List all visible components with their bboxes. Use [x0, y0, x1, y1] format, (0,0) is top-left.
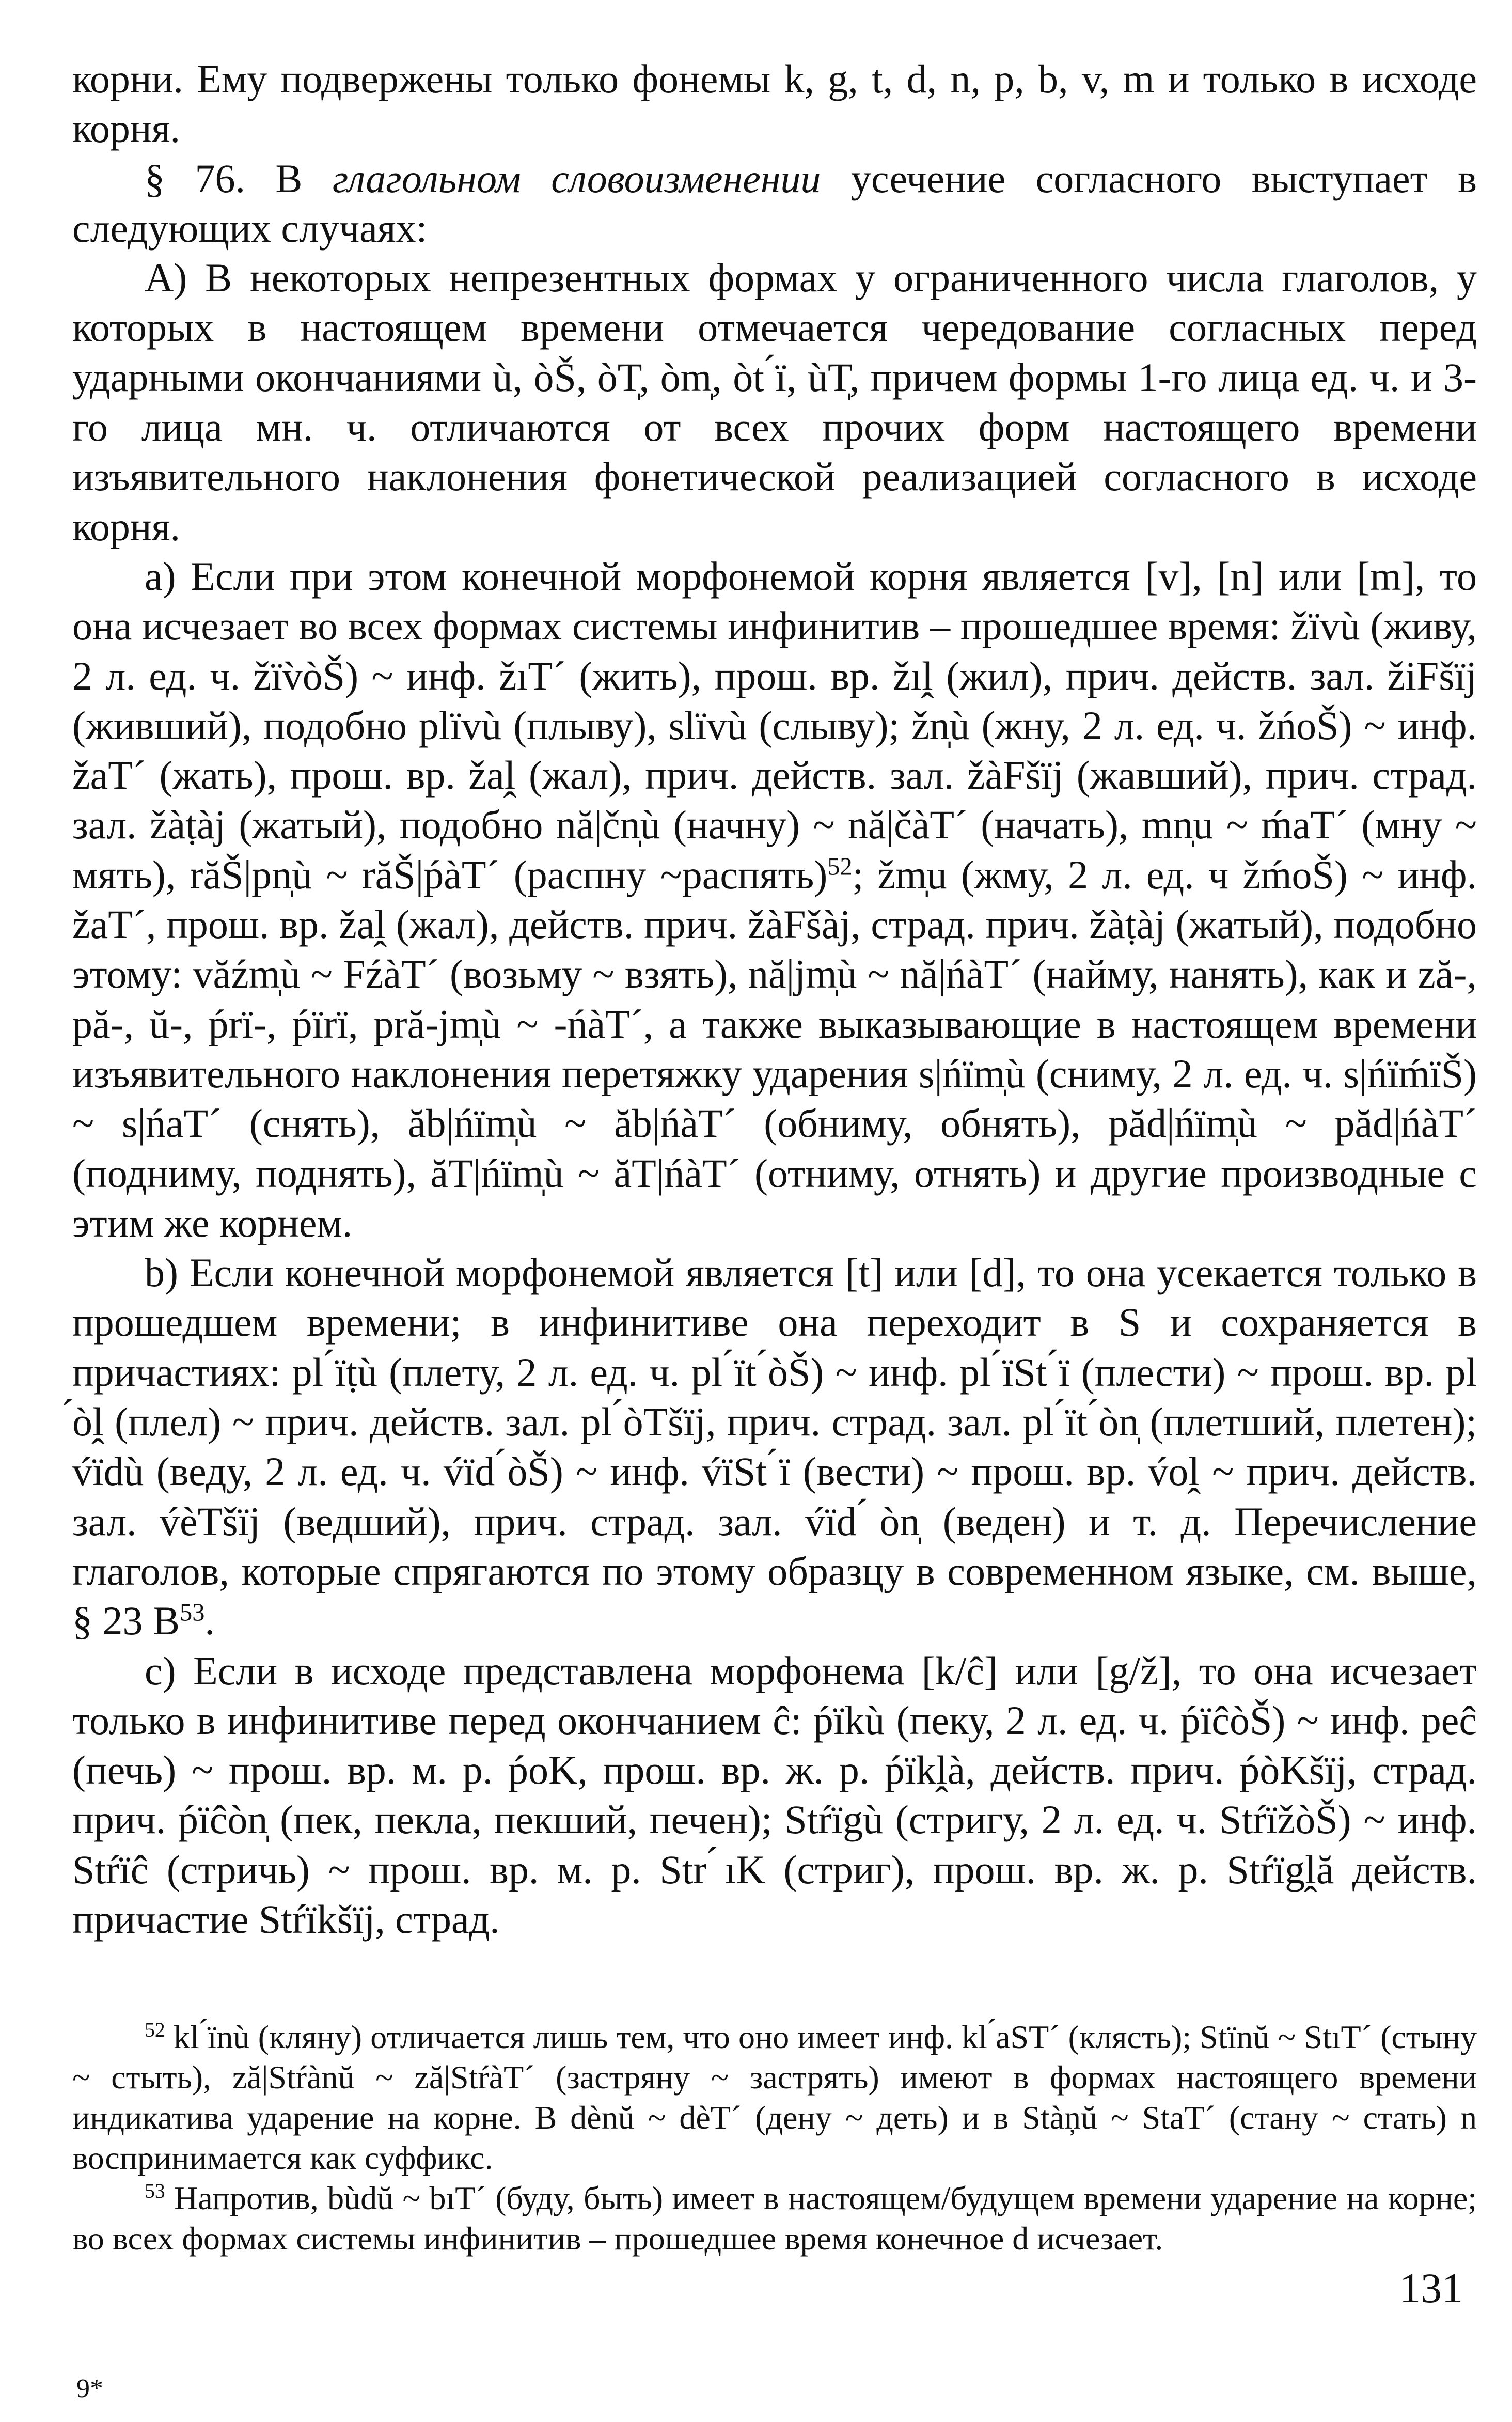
main-text — [72, 54, 1477, 1944]
paragraph-case-b — [72, 1248, 1477, 1646]
emphasis-term: глагольном словоизменении — [332, 155, 821, 201]
paragraph-text: a) Если при этом конечной морфонемой корня является [v], [n] или [m], то она исчезает во всех формах системы инфинитив – прошедшее время: žïvù (живу, 2 л. ед. ч. žïv̀òŠ) ~ инф. žıT´ (жить), прош. вр. žıḽ (жил), прич. действ. зал. žiFšïj (живший), подобно plïvù (плыву), slïvù (слыву); žn̩ù (жну, 2 л. ед. ч. žńoŠ) ~ инф. žaT´ (жать), прош. вр. žaḽ (жал), прич. действ. зал. žàFšïj (жавший), прич. страд. зал. žàṭàj (жатый), подобно nă|čn̩ù (начну) ~ nă|čàT´ (начать), mn̩u ~ ḿaT´ (мну ~ мять), răŠ|pn̩ù ~ răŠ|ṕàT´ (распну ~распять) — [72, 553, 1477, 897]
footnote-ref-52: 52 — [827, 853, 853, 881]
paragraph-text: . — [204, 1598, 215, 1644]
page-number: 131 — [1399, 2264, 1463, 2311]
footnote-text: kl ́ïnù (кляну) отличается лишь тем, что оно имеет инф. kl ́aST´ (клясть); Stïnŭ ~ StıT´ (стыну ~ стыть), ză|Stŕànŭ ~ ză|StŕàT´ (застряну ~ застрять) имеют в формах настоящего времени индикатива ударение на корне. В dènŭ ~ dèT´ (дену ~ деть) и в Stàņŭ ~ StaT´ (стану ~ стать) n воспринимается как суффикс. — [72, 2019, 1477, 2176]
footnote-number: 52 — [145, 2019, 165, 2042]
paragraph-case-a — [72, 552, 1477, 1248]
paragraph-section-76 — [72, 154, 1477, 254]
paragraph-case-c: c) Если в исходе представлена морфонема [k/ĉ] или [g/ž], то она исчезает только в инфинитиве перед окончанием ĉ: ṕïkù (пеку, 2 л. ед. ч. ṕïĉòŠ) ~ инф. peĉ (печь) ~ прош. вр. м. р. ṕoK, прош. вр. ж. р. ṕïkḽà, действ. прич. ṕòKšïj, страд. прич. ṕïĉòn̩ (пек, пекла, пекший, печен); Stŕïgù (стригу, 2 л. ед. ч. StŕïžòŠ) ~ инф. Stŕïĉ (стричь) ~ прош. вр. м. р. Str ́ıK (стриг), прош. вр. ж. р. Stŕïgḽă действ. причастие Stŕïkšïj, страд. — [72, 1648, 1477, 1942]
footnote-number: 53 — [145, 2180, 165, 2203]
section-number: § 76. — [145, 155, 276, 201]
paragraph-text: ; žm̩u (жму, 2 л. ед. ч žḿoŠ) ~ инф. žaT´, прош. вр. žaḽ (жал), действ. прич. žàFšàj, страд. прич. žàṭàj (жатый), подобно этому: văźm̩ù ~ FźàT´ (возьму ~ взять), nă|jm̩ù ~ nă|ńàT´ (найму, нанять), как и ză-, pă-, ŭ-, ṕrï-, ṕïrï, pră-jm̩ù ~ -ńàT´, а также выказывающие в настоящем времени изъявительного наклонения перетяжку ударения s|ńïm̩ù (сниму, 2 л. ед. ч. s|ńïḿïŠ) ~ s|ńaT´ (снять), ăb|ńïm̩ù ~ ăb|ńàT´ (обниму, обнять), păd|ńïm̩ù ~ păd|ńàT´ (подниму, поднять), ăT|ńïm̩ù ~ ăT|ńàT´ (отниму, отнять) и другие производные с этим же корнем. — [72, 852, 1477, 1245]
paragraph-text: b) Если конечной морфонемой является [t] или [d], то она усекается только в прошедшем времени; в инфинитиве она переходит в S и сохраняется в причастиях: pl ́ïṭù (плету, 2 л. ед. ч. pl ́ït ́òŠ) ~ инф. pl ́ïSt ́ï (плести) ~ прош. вр. pl ́òḽ (плел) ~ прич. действ. зал. pl ́òTšïj, прич. страд. зал. pl ́ït ́òn̩ (плетший, плетен); v́ïdù (веду, 2 л. ед. ч. v́ïd ́òŠ) ~ инф. v́ïSt ́ï (вести) ~ прош. вр. v́oḽ ~ прич. действ. зал. v́èTšïj (ведший), прич. страд. зал. v́ïd ́òn̩ (веден) и т. д. Перечисление глаголов, которые спрягаются по этому образцу в современном языке, см. выше, § 23 B — [72, 1250, 1477, 1644]
footnote-ref-53: 53 — [180, 1599, 205, 1627]
page-body — [72, 54, 1477, 1944]
paragraph-continuation: корни. Ему подвержены только фонемы k, g, t, d, n, p, b, v, m и только в исходе корня. — [72, 56, 1477, 151]
footnote-53 — [72, 2178, 1477, 2259]
footnote-text: Напротив, bùdŭ ~ bıT´ (буду, быть) имеет в настоящем/будущем времени ударение на корне; во всех формах системы инфинитив – прошедшее время конечное d исчезает. — [72, 2180, 1477, 2257]
signature-mark: 9* — [76, 2374, 103, 2403]
paragraph-text: В — [275, 155, 333, 201]
footnotes — [72, 2017, 1477, 2259]
paragraph-case-a-upper: A) В некоторых непрезентных формах у ограниченного числа глаголов, у которых в настоящем времени отмечается чередование согласных перед ударными окончаниями ù, òŠ, òT̩, òm̩, òt ́ï, ùT̩, причем формы 1-го лица ед. ч. и 3-го лица мн. ч. отличаются от всех прочих форм настоящего времени изъявительного наклонения фонетической реализацией согласного в исходе корня. — [72, 255, 1477, 549]
footnote-52 — [72, 2017, 1477, 2178]
paragraph-text: усечение согласного выступает в следующих случаях: — [72, 155, 1477, 251]
